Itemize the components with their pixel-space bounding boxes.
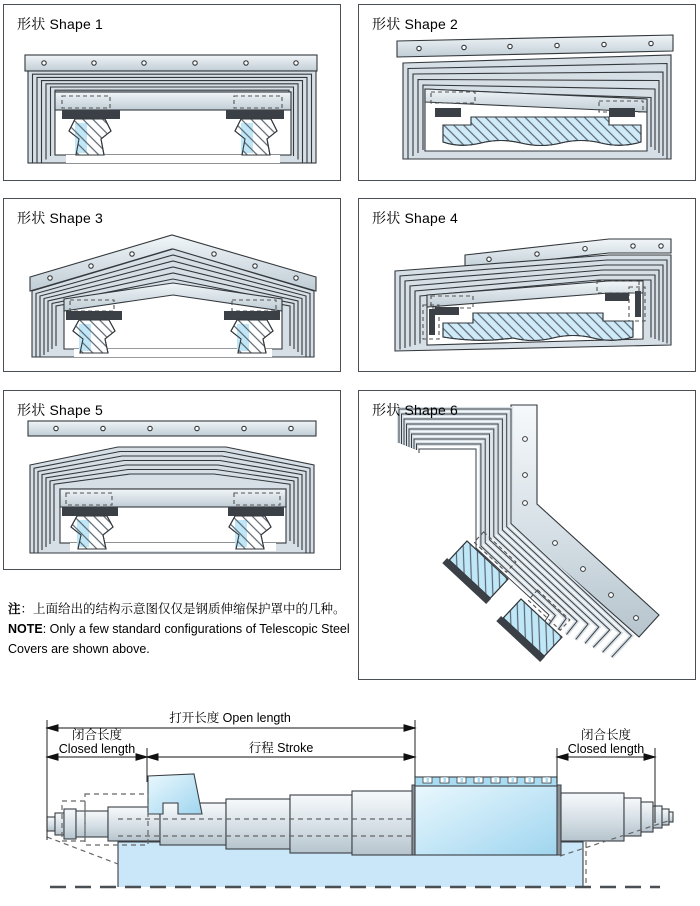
panel-title: 形状 Shape 5 [17, 402, 104, 418]
dimension-lines [47, 725, 655, 760]
panel-title: 形状 Shape 4 [372, 210, 459, 226]
shape-6-diagram [359, 391, 694, 678]
stroke-label: 行程 Stroke [248, 741, 314, 755]
top-plate [397, 35, 673, 57]
cover-closed-sections [561, 793, 673, 841]
top-plate [25, 55, 317, 71]
closed-length-right-label-zh: 闭合长度 [580, 728, 632, 742]
panel-shape-1 [3, 4, 341, 181]
carriage [412, 777, 561, 855]
closed-length-left-label-en: Closed length [58, 742, 136, 756]
panel-shape-3 [3, 198, 341, 372]
panel-shape-4 [358, 198, 696, 372]
panel-title: 形状 Shape 6 [372, 402, 459, 418]
panel-shape-6 [358, 390, 696, 680]
note-zh-body: ：上面给出的结构示意图仅仅是钢质伸缩保护罩中的几种。 [20, 601, 346, 616]
open-length-label: 打开长度 Open length [169, 711, 291, 725]
panel-title: 形状 Shape 1 [17, 16, 104, 32]
note-en-body: : Only a few standard configurations of Telescopic Steel Covers are shown above. [8, 621, 350, 656]
inner-lid [55, 92, 291, 110]
top-plate [28, 421, 316, 436]
note-zh-label: 注 [8, 601, 21, 616]
inner-lid [60, 489, 286, 507]
panel-shape-5 [3, 390, 341, 570]
note-en-label: NOTE [8, 621, 43, 636]
panel-title: 形状 Shape 2 [372, 16, 459, 32]
closed-length-left-label-zh: 闭合长度 [71, 728, 123, 742]
note-text [8, 599, 362, 659]
closed-length-right-label-en: Closed length [567, 742, 645, 756]
length-diagram [0, 690, 700, 906]
panel-title: 形状 Shape 3 [17, 210, 104, 226]
panel-shape-2 [358, 4, 696, 181]
cover-open-sections [47, 791, 415, 855]
